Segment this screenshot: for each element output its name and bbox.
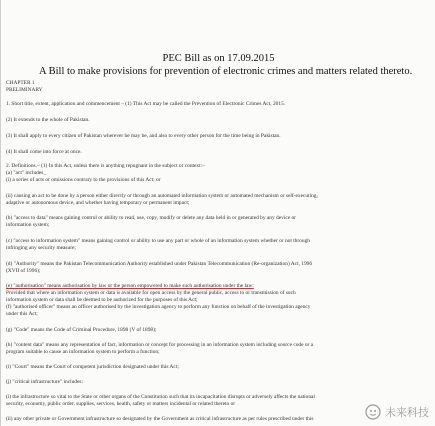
text-line: information system or data shall be deemed to be authorized for the purposes of this Act; bbox=[6, 297, 198, 303]
text-line: (d) "Authority" means the Pakistan Telecommunication Authority established under Pakistan Telecommunication (Re-organization) Act, 1996 bbox=[6, 261, 313, 267]
text-line: information system; bbox=[6, 222, 50, 228]
text-line: under this Act; bbox=[6, 311, 38, 317]
text-line: (4) It shall come into force at once. bbox=[6, 149, 82, 155]
text-line: (XVII of 1996); bbox=[6, 268, 41, 274]
text-line: (ii) any other private or Government infrastructure so designated by the Government as critical infrastructure as per rules prescribed under this bbox=[6, 416, 314, 422]
text-line: (i) the infrastructure so vital to the State or other organs of the Constitution such that its incapacitation disrupts or adversely affects the national bbox=[6, 394, 315, 400]
text-line: (ii) causing an act to be done by a person either directly or through an automated information system or automated mechanism or self-executing, bbox=[6, 193, 318, 199]
text-line: security, economy, public order, supplies, services, health, safety or matters incidental or related thereto or bbox=[6, 401, 236, 407]
watermark bbox=[365, 404, 429, 420]
watermark-text: 未来科技 bbox=[385, 406, 429, 419]
text-line: (e) "authorisation" means authorisation by law or the person empowered to make such authorisation under the law: bbox=[6, 283, 254, 289]
text-line: (i) "Court" means the Court of competent jurisdiction designated under this Act; bbox=[6, 364, 179, 370]
doc-subtitle: A Bill to make provisions for prevention of electronic crimes and matters related thereto. bbox=[39, 66, 413, 77]
text-line: adaptive or autonomous device, and whether having temporary or permanent impact; bbox=[6, 200, 190, 206]
text-line: (a) "act" includes_ bbox=[6, 170, 47, 176]
doc-title: PEC Bill as on 17.09.2015 bbox=[162, 53, 275, 64]
text-line: 2. Definitions.– (1) In this Act, unless there is anything repugnant in the subject or context:– bbox=[6, 163, 205, 169]
text-line: (i) a series of acts or omissions contrary to the provisions of this Act; or bbox=[6, 177, 161, 183]
chapter-heading: CHAPTER 1 bbox=[6, 80, 35, 86]
text-line: program suitable to cause an information system to perform a function; bbox=[6, 349, 160, 355]
text-line: (3) It shall apply to every citizen of Pakistan wherever he may be, and also to every other person for the time being in Pakistan. bbox=[6, 133, 281, 139]
text-line: infringing any security measure; bbox=[6, 245, 76, 251]
text-line: 1. Short title, extent, application and commencement – (1) This Act may be called the Prevention of Electronic Crimes Act, 2015. bbox=[6, 101, 286, 107]
chapter-name: PRELIMINARY bbox=[6, 87, 43, 93]
text-line: (b) "access to data" means gaining control or ability to read, use, copy, modify or delete any data held in or generated by any device or bbox=[6, 215, 296, 221]
wechat-logo-icon bbox=[365, 404, 381, 420]
text-line: (j) "critical infrastructure" includes: bbox=[6, 379, 83, 385]
text-line: (c) "access to information system" means gaining control or ability to use any part or whole of an information system whether or not through bbox=[6, 238, 310, 244]
text-line: (h) "content data" means any representation of fact, information or concept for processing in an information system including source code or a bbox=[6, 342, 314, 348]
text-line: (g) "Code" means the Code of Criminal Procedure, 1898 (V of 1898); bbox=[6, 327, 157, 333]
text-line: Provided that where an information system or data is available for open access by the general public, access to or transmission of such bbox=[6, 290, 296, 296]
text-line: (f) "authorised officer" means an officer authorised by the investigation agency to perform any function on behalf of the investigation agency bbox=[6, 304, 311, 310]
text-line: (2) It extends to the whole of Pakistan. bbox=[6, 117, 90, 123]
